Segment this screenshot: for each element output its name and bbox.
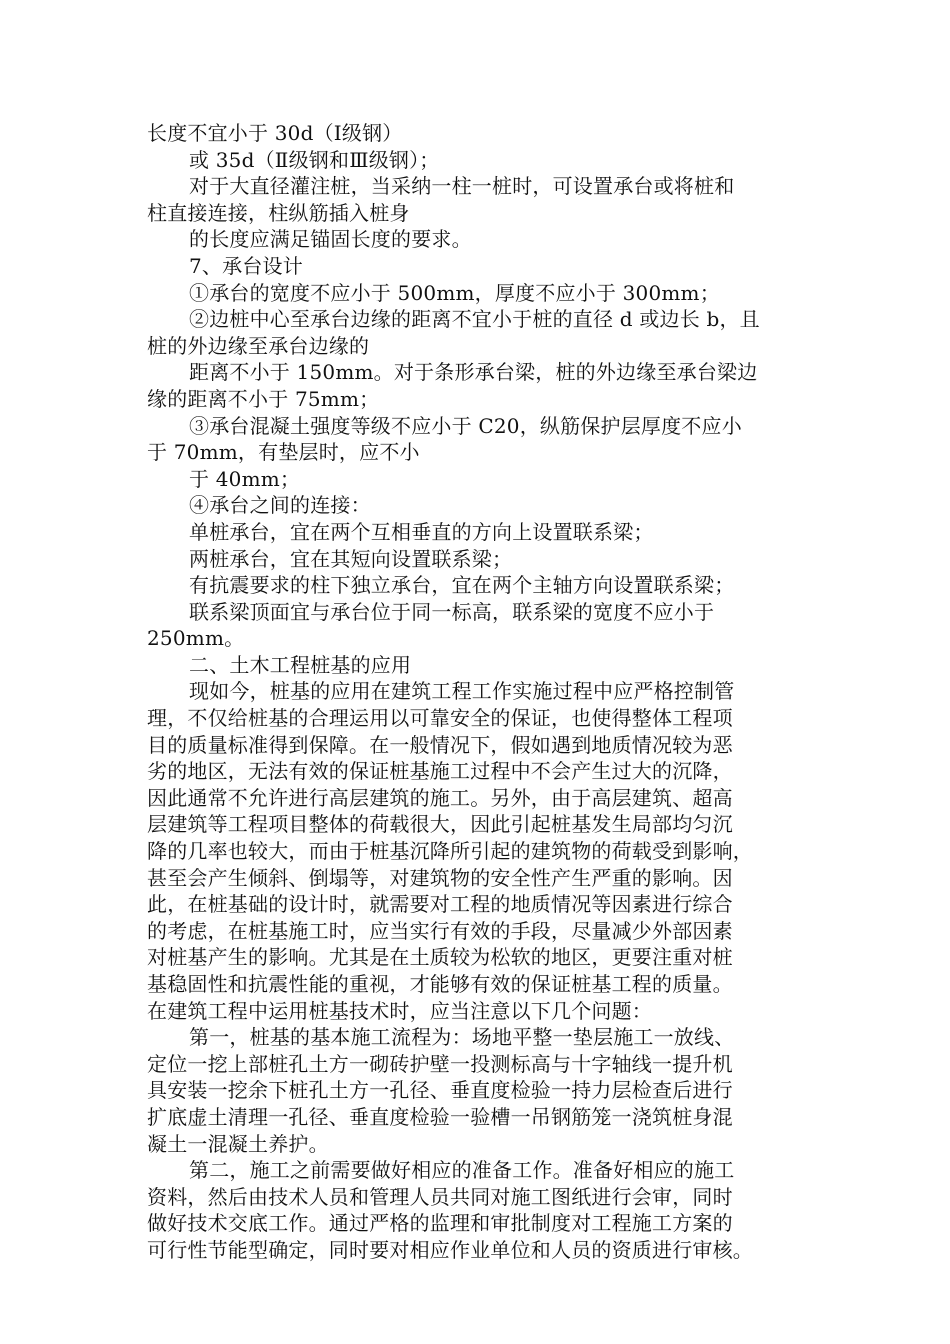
text-line: 层建筑等工程项目整体的荷载很大，因此引起桩基发生局部均匀沉 <box>147 812 733 837</box>
text-line: 扩底虚土清理一孔径、垂直度检验一验槽一吊钢筋笼一浇筑桩身混 <box>147 1104 733 1129</box>
text-line: 缘的距离不小于 75mm； <box>147 386 380 411</box>
text-line: 柱直接连接，柱纵筋插入桩身 <box>147 200 410 225</box>
text-line: 联系梁顶面宜与承台位于同一标高，联系梁的宽度不应小于 <box>189 599 715 624</box>
text-line: 第二，施工之前需要做好相应的准备工作。准备好相应的施工 <box>189 1158 735 1183</box>
text-line: 甚至会产生倾斜、倒塌等，对建筑物的安全性产生严重的影响。因 <box>147 865 733 890</box>
text-line: 理，不仅给桩基的合理运用以可靠安全的保证，也使得整体工程项 <box>147 706 733 731</box>
text-line: 单桩承台，宜在两个互相垂直的方向上设置联系梁； <box>189 519 654 544</box>
text-line: 降的几率也较大，而由于桩基沉降所引起的建筑物的荷载受到影响， <box>147 839 753 864</box>
text-line: 可行性节能型确定，同时要对相应作业单位和人员的资质进行审核。 <box>147 1237 753 1262</box>
text-line: 或 35d（Ⅱ级钢和Ⅲ级钢）； <box>189 147 440 172</box>
text-line: ③承台混凝土强度等级不应小于 C20，纵筋保护层厚度不应小 <box>189 413 742 438</box>
text-line: 的考虑，在桩基施工时，应当实行有效的手段，尽量减少外部因素 <box>147 918 733 943</box>
text-line: 二、土木工程桩基的应用 <box>189 652 412 677</box>
text-line: 250mm。 <box>147 626 245 651</box>
text-line: 于 40mm； <box>189 466 301 491</box>
document-page <box>147 120 807 1264</box>
text-line: 目的质量标准得到保障。在一般情况下，假如遇到地质情况较为恶 <box>147 732 733 757</box>
text-line: 第一，桩基的基本施工流程为：场地平整一垫层施工一放线、 <box>189 1025 735 1050</box>
text-line: 资料，然后由技术人员和管理人员共同对施工图纸进行会审，同时 <box>147 1184 733 1209</box>
text-line: 长度不宜小于 30d（Ⅰ级钢） <box>147 121 403 145</box>
text-line: 现如今，桩基的应用在建筑工程工作实施过程中应严格控制管 <box>189 679 735 704</box>
text-line: 桩的外边缘至承台边缘的 <box>147 333 370 358</box>
text-line: 因此通常不允许进行高层建筑的施工。另外，由于高层建筑、超高 <box>147 785 733 810</box>
text-line: 于 70mm，有垫层时，应不小 <box>147 440 420 465</box>
text-line: 做好技术交底工作。通过严格的监理和审批制度对工程施工方案的 <box>147 1211 733 1236</box>
text-line: 对桩基产生的影响。尤其是在土质较为松软的地区，更要注重对桩 <box>147 945 733 970</box>
text-line: 劣的地区，无法有效的保证桩基施工过程中不会产生过大的沉降， <box>147 759 733 784</box>
text-line: 基稳固性和抗震性能的重视，才能够有效的保证桩基工程的质量。 <box>147 972 733 996</box>
text-line: 定位一挖上部桩孔土方一砌砖护壁一投测标高与十字轴线一提升机 <box>147 1051 733 1076</box>
text-line: ④承台之间的连接： <box>189 493 371 518</box>
text-line: 在建筑工程中运用桩基技术时，应当注意以下几个问题： <box>147 998 652 1023</box>
text-line: 具安装一挖余下桩孔土方一孔径、垂直度检验一持力层检查后进行 <box>147 1078 733 1103</box>
text-line: ①承台的宽度不应小于 500mm，厚度不应小于 300mm； <box>189 280 720 305</box>
text-line: ②边桩中心至承台边缘的距离不宜小于桩的直径 d 或边长 b，且 <box>189 307 760 332</box>
text-line: 的长度应满足锚固长度的要求。 <box>189 227 472 252</box>
text-line: 有抗震要求的柱下独立承台，宜在两个主轴方向设置联系梁； <box>189 573 735 598</box>
text-line: 对于大直径灌注桩，当采纳一柱一桩时，可设置承台或将桩和 <box>189 174 735 199</box>
text-line: 7、承台设计 <box>189 253 303 278</box>
text-line: 两桩承台，宜在其短向设置联系梁； <box>189 546 513 571</box>
text-line: 距离不小于 150mm。对于条形承台梁，桩的外边缘至承台梁边 <box>189 360 758 385</box>
text-line: 此，在桩基础的设计时，就需要对工程的地质情况等因素进行综合 <box>147 892 733 917</box>
text-line: 凝土一混凝土养护。 <box>147 1131 329 1156</box>
